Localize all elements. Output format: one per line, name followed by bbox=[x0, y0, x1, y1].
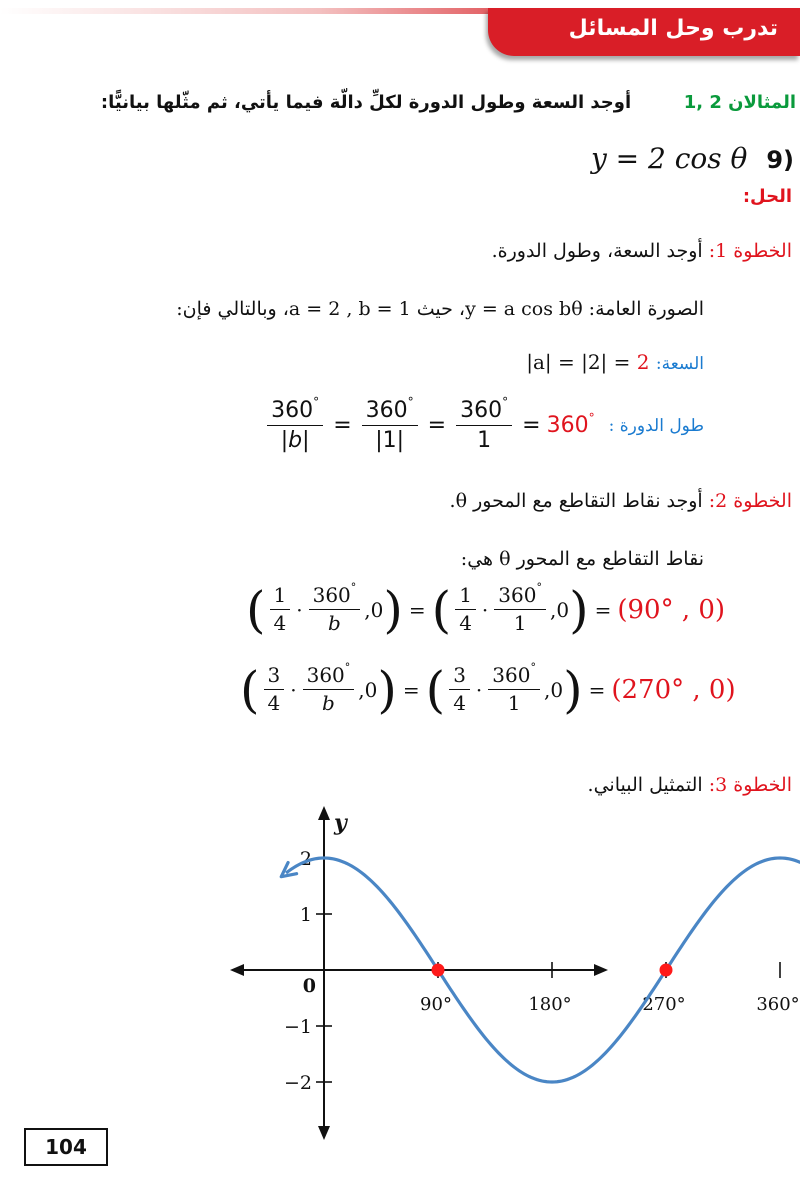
exercise-equation-line bbox=[591, 142, 794, 175]
step1-label: الخطوة 1: bbox=[708, 240, 792, 262]
step2-label: الخطوة 2: bbox=[708, 490, 792, 512]
y-tick-label: 2 bbox=[299, 848, 312, 870]
x-tick-label: 270° bbox=[642, 994, 686, 1015]
period-line: طول الدورة : $\frac{360^\circ}{|b|}$ = $\frac{360^\circ}{|1|}$ = $\frac{360^\circ}{1}$ = 360° bbox=[263, 398, 704, 454]
y-axis-arrow-up bbox=[318, 806, 330, 820]
exercise-instruction: أوجد السعة وطول الدورة لكلِّ دالّة فيما يأتي، ثم مثّلها بيانيًّا: bbox=[100, 92, 632, 113]
period-label: طول الدورة : bbox=[608, 415, 704, 436]
amplitude-expression: |a| = |2| = bbox=[526, 350, 631, 374]
amplitude-value: 2 bbox=[636, 350, 650, 374]
exercise-number: 9) bbox=[766, 146, 794, 174]
period-fraction-2: $\frac{360^\circ}{|1|}$ bbox=[362, 398, 418, 454]
step2-line bbox=[450, 490, 792, 512]
solution-label: الحل: bbox=[742, 186, 792, 207]
period-value: 360° bbox=[546, 411, 595, 439]
intercept-row-2: ( $\frac{3}{4}$ · $\frac{360^\circ}{b}$ , 0 ) = ( $\frac{3}{4}$ · $\frac{360^\circ}{1}$ , 0 ) = (270° , 0) bbox=[240, 660, 736, 719]
step2-text: أوجد نقاط التقاطع مع المحور θ. bbox=[449, 490, 703, 512]
step3-text: التمثيل البياني. bbox=[587, 774, 703, 796]
x-tick-label: 90° bbox=[420, 994, 452, 1015]
y-tick-label: −2 bbox=[283, 1072, 312, 1094]
x-tick-label: 360° bbox=[756, 994, 800, 1015]
amplitude-label: السعة: bbox=[655, 354, 704, 374]
intercepts-intro: نقاط التقاطع مع المحور θ هي: bbox=[460, 548, 704, 570]
step1-text: أوجد السعة، وطول الدورة. bbox=[491, 240, 703, 262]
y-axis-label: y bbox=[334, 810, 347, 836]
exercise-line bbox=[101, 92, 796, 113]
general-form: الصورة العامة: y = a cos bθ، حيث a = 2 , b = 1، وبالتالي فإن: bbox=[176, 298, 704, 320]
section-title: تدرب وحل المسائل bbox=[568, 16, 778, 41]
intercept-point bbox=[432, 964, 445, 977]
page-number: 104 bbox=[24, 1128, 108, 1166]
x-axis-arrow-left bbox=[230, 964, 244, 976]
y-tick-label: 0 bbox=[302, 975, 316, 997]
period-fraction-3: $\frac{360^\circ}{1}$ bbox=[456, 398, 512, 454]
intercept-result-1: (90° , 0) bbox=[617, 594, 726, 625]
y-tick-label: 1 bbox=[299, 904, 312, 926]
y-axis-arrow-down bbox=[318, 1126, 330, 1140]
cosine-graph bbox=[200, 800, 800, 1145]
step1-line bbox=[492, 240, 792, 262]
y-tick-label: −1 bbox=[283, 1016, 312, 1038]
step3-label: الخطوة 3: bbox=[708, 774, 792, 796]
amplitude-line bbox=[526, 350, 704, 374]
examples-reference: المثالان 2 ,1 bbox=[683, 92, 796, 113]
intercept-result-2: (270° , 0) bbox=[611, 674, 736, 705]
period-fraction-1: $\frac{360^\circ}{|b|}$ bbox=[267, 398, 323, 454]
exercise-equation: y = 2 cos θ bbox=[590, 142, 748, 175]
intercept-row-1: ( $\frac{1}{4}$ · $\frac{360^\circ}{b}$ , 0 ) = ( $\frac{1}{4}$ · $\frac{360^\circ}{1}$ , 0 ) = (90° , 0) bbox=[246, 580, 726, 639]
x-tick-label: 180° bbox=[528, 994, 572, 1015]
x-axis-arrow-right bbox=[594, 964, 608, 976]
step3-line bbox=[588, 774, 792, 796]
intercept-point bbox=[660, 964, 673, 977]
